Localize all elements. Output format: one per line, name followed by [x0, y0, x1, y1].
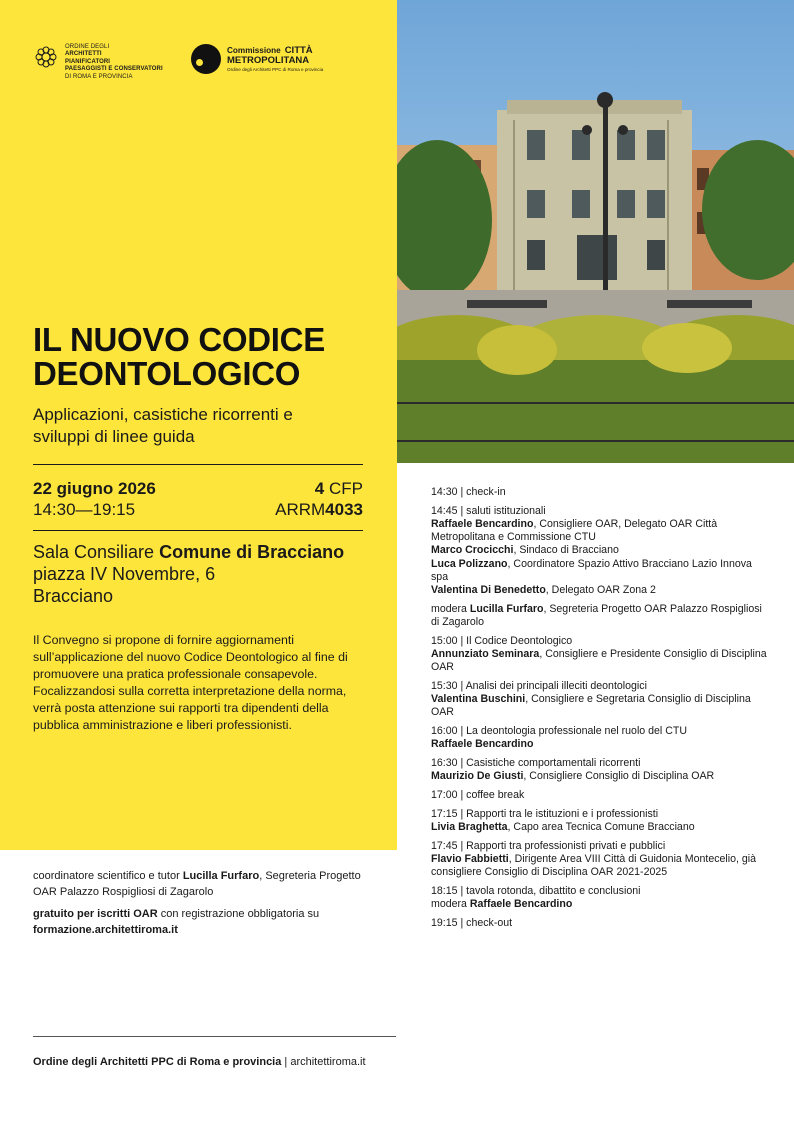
program-line [431, 680, 771, 693]
page-title: IL NUOVO CODICE DEONTOLOGICO [33, 321, 325, 392]
program-text: 14:45 | saluti istituzionali [431, 504, 546, 517]
event-date: 22 giugno 2026 [33, 479, 156, 498]
program-line [431, 635, 771, 648]
program-text: 19:15 | check-out [431, 917, 513, 930]
program-line [431, 898, 771, 911]
program-text: 16:00 | La deontologia professionale nel ruolo del CTU [431, 725, 687, 738]
program-text: , Consigliere e Segretaria Consiglio di Disciplina OAR [431, 693, 751, 719]
event-time: 14:30—19:15 [33, 500, 136, 519]
divider [33, 464, 363, 465]
footer: Ordine degli Architetti PPC di Roma e provincia | architettiroma.it [33, 1056, 366, 1068]
footer-divider [33, 1036, 396, 1037]
event-code: ARRM4033 [275, 500, 363, 519]
program-text: , Coordinatore Spazio Attivo Bracciano Lazio Innova spa [431, 557, 752, 583]
program-line [431, 757, 771, 770]
registration-link[interactable]: formazione.architettiroma.it [33, 924, 178, 936]
program-item [431, 808, 771, 834]
subtitle: Applicazioni, casistiche ricorrenti e sviluppi di linee guida [33, 405, 293, 446]
oar-logo [33, 44, 163, 81]
program-item [431, 757, 771, 783]
program-item [431, 486, 771, 499]
program-item [431, 680, 771, 720]
speaker-name: Flavio Fabbietti [431, 853, 509, 866]
oar-logo-text: ORDINE DEGLI ARCHITETTI PIANIFICATORI PAESAGGISTI E CONSERVATORI DI ROMA E PROVINCIA [65, 44, 163, 80]
program-line [431, 558, 771, 584]
program-text: , Dirigente Area VIII Città di Guidonia Montecelio, già consigliere Consiglio di Disciplina OAR 2021-2025 [431, 853, 757, 879]
program-text: 15:00 | Il Codice Deontologico [431, 634, 573, 647]
program-text: 17:45 | Rapporti tra professionisti privati e pubblici [431, 840, 666, 853]
speaker-name: Annunziato Seminara [431, 648, 540, 661]
program-item [431, 505, 771, 597]
program-text: 17:00 | coffee break [431, 789, 525, 802]
coordinator-info: coordinatore scientifico e tutor Lucilla Furfaro, Segreteria Progetto OAR Palazzo Rospigliosi di Zagarolo [33, 870, 361, 898]
program-text: 14:30 | check-in [431, 486, 506, 498]
speaker-name: Raffaele Bencardino [431, 738, 534, 751]
program-line [431, 885, 771, 898]
registration-info: gratuito per iscritti OAR con registrazione obbligatoria su formazione.architettiroma.it [33, 908, 320, 936]
event-description: Il Convegno si propone di fornire aggiornamenti sull’applicazione del nuovo Codice Deontologico al fine di promuovere una pratica professionale consapevole. Focalizzandosi sulla corretta interpretazione della norma, verrà posta attenzione sui rapporti tra dipendenti della pubblica amministrazione e liberi professionisti. [33, 633, 348, 732]
program-item [431, 635, 771, 675]
program-line [431, 486, 771, 499]
program-text: , Capo area Tecnica Comune Bracciano [507, 821, 695, 834]
program-item [431, 840, 771, 880]
program-line [431, 725, 771, 738]
speaker-name: Livia Braghetta [431, 821, 508, 834]
speaker-name: Valentina Buschini [431, 693, 526, 706]
program-text: , Segreteria Progetto OAR Palazzo Rospigliosi di Zagarolo [431, 602, 762, 629]
program-line [431, 603, 771, 629]
speaker-name: Valentina Di Benedetto [431, 584, 546, 597]
program-line [431, 808, 771, 821]
program-item [431, 603, 771, 629]
program-line [431, 853, 771, 879]
footer-link[interactable]: architettiroma.it [290, 1056, 366, 1068]
program-text: 18:15 | tavola rotonda, dibattito e conclusioni [431, 885, 641, 898]
program-line [431, 789, 771, 802]
program-text: modera [431, 602, 470, 615]
program-text: , Consigliere e Presidente Consiglio di Disciplina OAR [431, 648, 767, 674]
program-text: 17:15 | Rapporti tra le istituzioni e i professionisti [431, 808, 659, 821]
program-line [431, 770, 771, 783]
program-line [431, 693, 771, 719]
program-line [431, 821, 771, 834]
bracciano-photo [397, 0, 794, 463]
commission-logo: Commissione CITTÀ METROPOLITANA Ordine degli Architetti PPC di Roma e provincia [191, 44, 323, 74]
program-line [431, 738, 771, 751]
program-text: , Consigliere OAR, Delegato OAR Città Metropolitana e Commissione CTU [431, 518, 718, 544]
program-text: 16:30 | Casistiche comportamentali ricorrenti [431, 757, 641, 770]
venue: Sala Consiliare Comune di Bracciano piazza IV Novembre, 6 Bracciano [33, 542, 345, 606]
rosette-icon [33, 44, 59, 70]
program-item [431, 885, 771, 911]
program-line [431, 648, 771, 674]
program-schedule [431, 486, 771, 936]
speaker-name: Raffaele Bencardino [431, 518, 534, 530]
program-text: 15:30 | Analisi dei principali illeciti deontologici [431, 680, 647, 693]
speaker-name: Luca Polizzano [431, 557, 508, 570]
program-item [431, 917, 771, 930]
program-line [431, 584, 771, 597]
program-text: , Delegato OAR Zona 2 [545, 584, 656, 597]
speaker-name: Marco Crocicchi [431, 544, 514, 557]
program-line [431, 917, 771, 930]
speaker-name: Raffaele Bencardino [469, 898, 573, 911]
divider [33, 530, 363, 531]
program-text: , Consigliere Consiglio di Disciplina OAR [523, 770, 715, 783]
speaker-name: Lucilla Furfaro [469, 602, 544, 615]
program-line [431, 505, 771, 518]
program-text: , Sindaco di Bracciano [513, 544, 619, 557]
speaker-name: Maurizio De Giusti [431, 770, 524, 783]
event-cfp: 4 CFP [314, 479, 363, 498]
program-line [431, 518, 771, 544]
program-item [431, 789, 771, 802]
program-text: modera [431, 898, 470, 911]
program-line [431, 544, 771, 557]
program-line [431, 840, 771, 853]
commission-dot-icon [191, 44, 221, 74]
program-item [431, 725, 771, 751]
